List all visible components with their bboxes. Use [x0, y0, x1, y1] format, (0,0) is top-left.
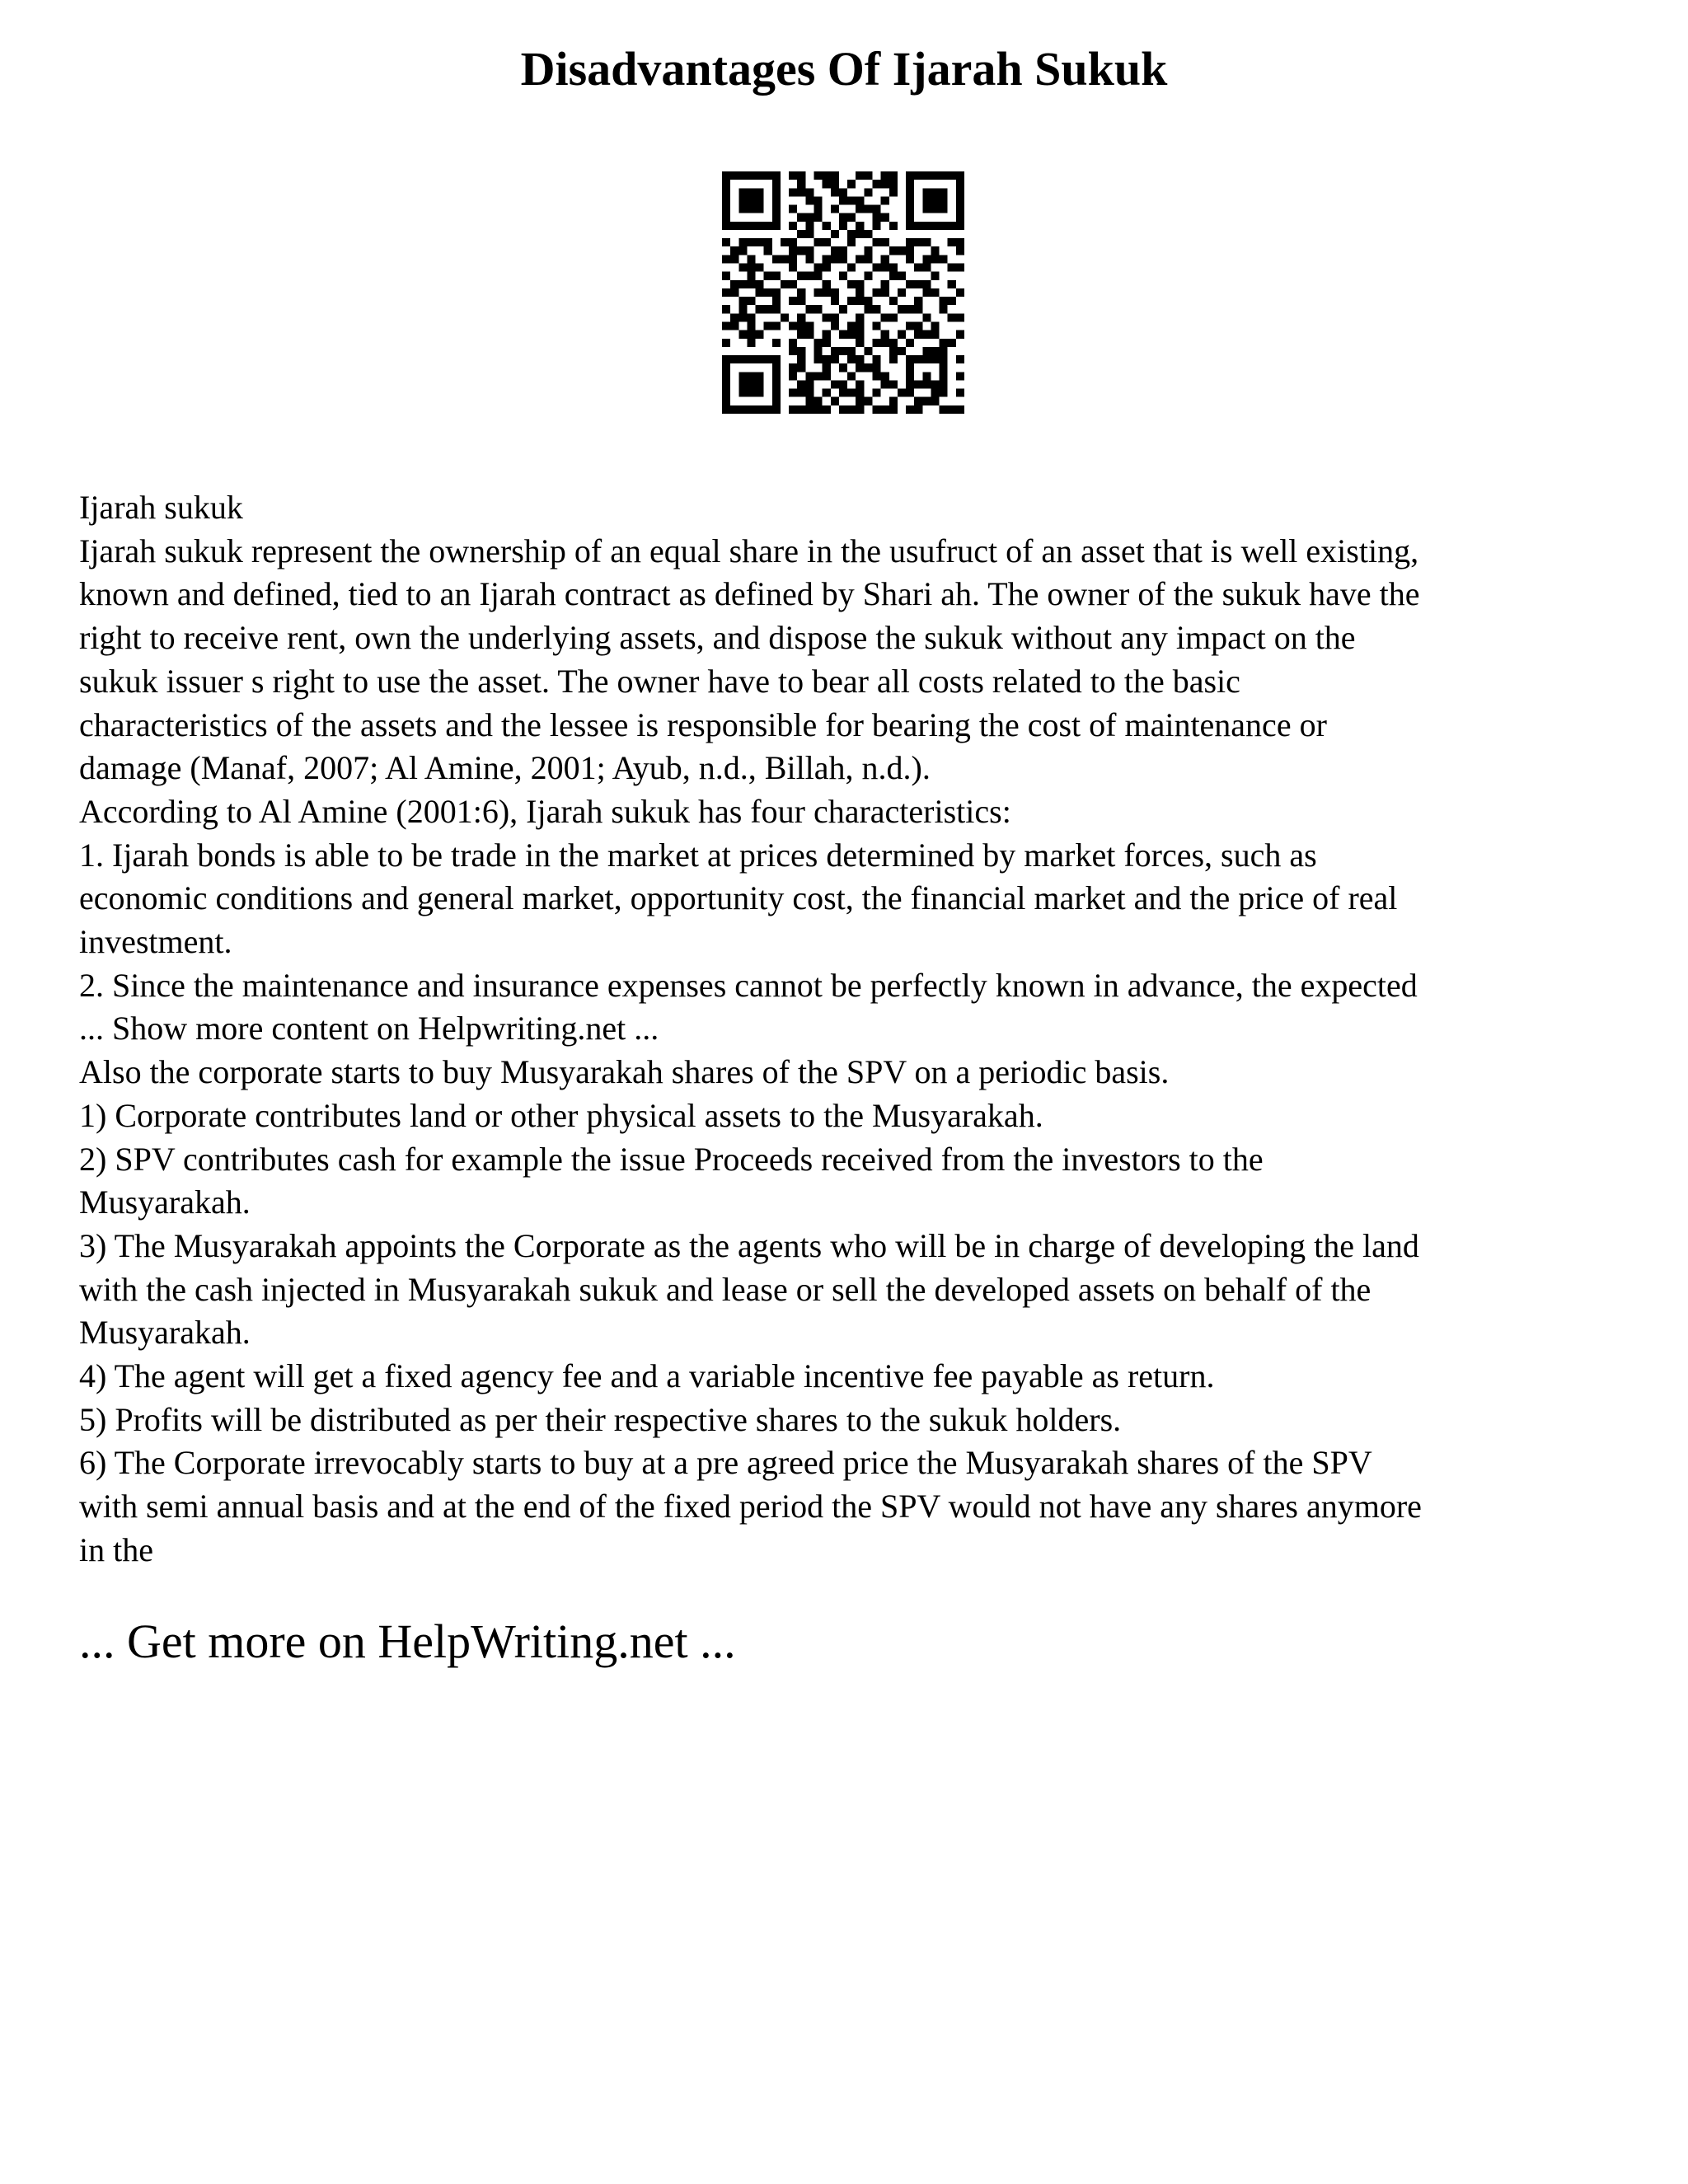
body-line: with semi annual basis and at the end of the fixed period the SPV would not have any shares anymore: [79, 1488, 1422, 1526]
body-line: 6) The Corporate irrevocably starts to buy at a pre agreed price the Musyarakah shares of the SPV: [79, 1444, 1372, 1482]
body-line: Musyarakah.: [79, 1183, 251, 1221]
body-line: characteristics of the assets and the lessee is responsible for bearing the cost of maintenance or: [79, 705, 1327, 743]
body-line: According to Al Amine (2001:6), Ijarah sukuk has four characteristics:: [79, 792, 1011, 830]
body-line: with the cash injected in Musyarakah sukuk and lease or sell the developed assets on behalf of the: [79, 1270, 1372, 1308]
page-title: Disadvantages Of Ijarah Sukuk: [520, 42, 1168, 96]
body-line: Musyarakah.: [79, 1314, 251, 1352]
show-more-text: ... Show more content on Helpwriting.net ...: [79, 1010, 659, 1047]
body-line: sukuk issuer s right to use the asset. The owner have to bear all costs related to the basic: [79, 662, 1240, 700]
body-line: investment.: [79, 923, 232, 961]
body-line: economic conditions and general market, opportunity cost, the financial market and the price of real: [79, 879, 1398, 917]
body-line: right to receive rent, own the underlying assets, and dispose the sukuk without any impact on the: [79, 619, 1356, 657]
body-line: Ijarah sukuk: [79, 489, 243, 526]
get-more-link[interactable]: ... Get more on HelpWriting.net ...: [79, 1615, 736, 1668]
body-line: 4) The agent will get a fixed agency fee and a variable incentive fee payable as return.: [79, 1357, 1215, 1395]
body-line: 1. Ijarah bonds is able to be trade in the market at prices determined by market forces, such as: [79, 836, 1317, 874]
body-line: damage (Manaf, 2007; Al Amine, 2001; Ayub, n.d., Billah, n.d.).: [79, 749, 931, 787]
qr-code-icon: [722, 171, 964, 414]
body-line: known and defined, tied to an Ijarah contract as defined by Shari ah. The owner of the sukuk have the: [79, 575, 1420, 613]
body-line: 2. Since the maintenance and insurance expenses cannot be perfectly known in advance, the expected: [79, 966, 1418, 1004]
document-body: [79, 486, 1629, 1572]
body-line: in the: [79, 1530, 153, 1568]
body-line: 1) Corporate contributes land or other physical assets to the Musyarakah.: [79, 1096, 1043, 1134]
body-line: Also the corporate starts to buy Musyarakah shares of the SPV on a periodic basis.: [79, 1053, 1170, 1091]
body-line: 2) SPV contributes cash for example the issue Proceeds received from the investors to the: [79, 1140, 1264, 1178]
body-line: Ijarah sukuk represent the ownership of an equal share in the usufruct of an asset that is well existing,: [79, 532, 1419, 569]
body-line: 3) The Musyarakah appoints the Corporate as the agents who will be in charge of developing the land: [79, 1226, 1419, 1264]
body-line: 5) Profits will be distributed as per their respective shares to the sukuk holders.: [79, 1400, 1122, 1438]
